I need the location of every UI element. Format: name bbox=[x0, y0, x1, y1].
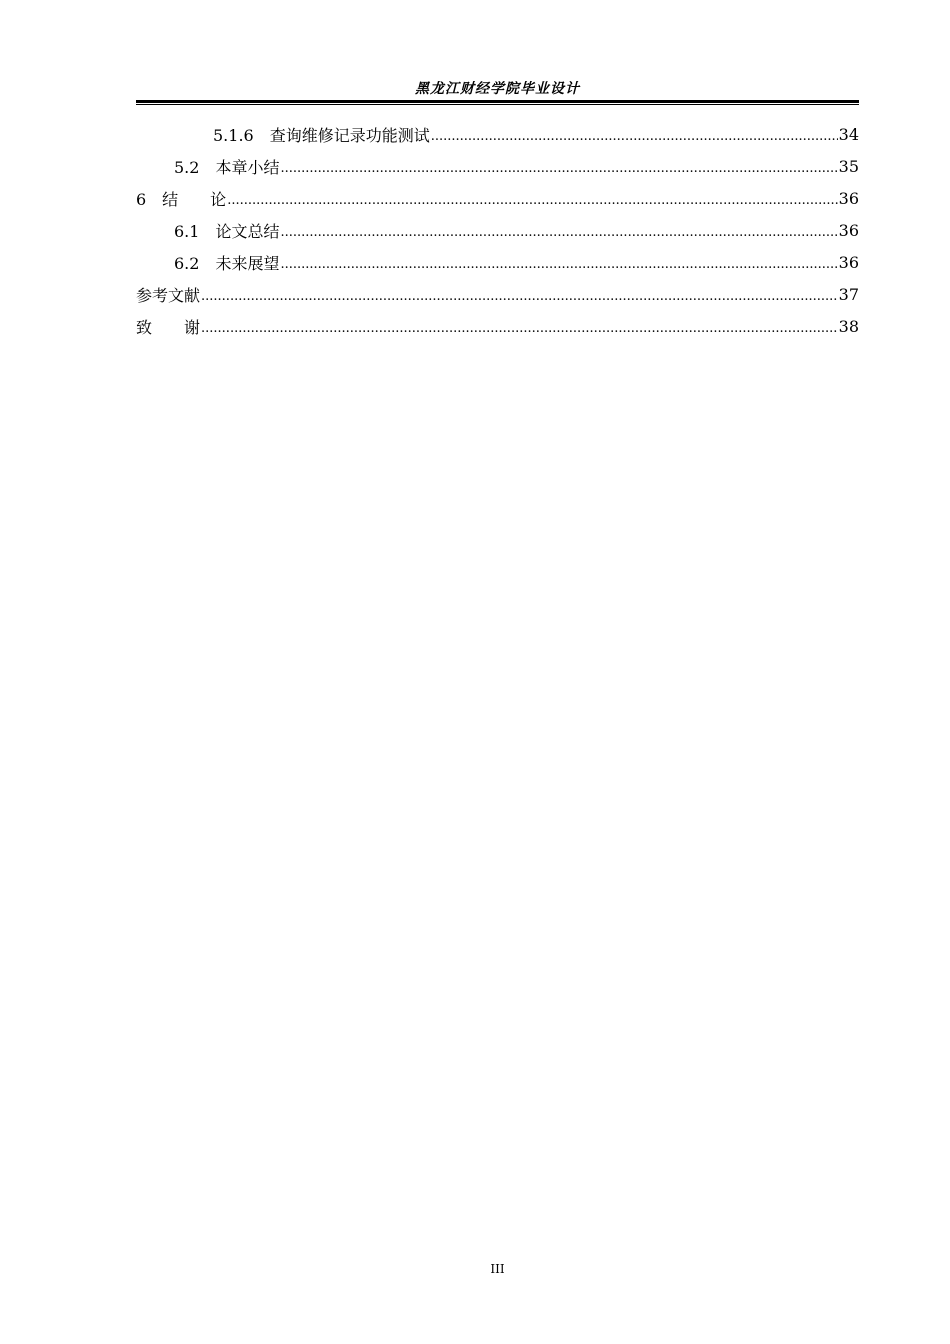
toc-entry-label: 6.2 未来展望 bbox=[174, 253, 280, 273]
page-number: III bbox=[490, 1262, 505, 1276]
toc-entry-label: 5.1.6 查询维修记录功能测试 bbox=[213, 125, 430, 145]
toc-entry-label: 参考文献 bbox=[136, 285, 201, 305]
toc-entry-page: 34 bbox=[838, 124, 859, 144]
running-header: 黑龙江财经学院毕业设计 bbox=[415, 81, 580, 97]
toc-leader-dots bbox=[227, 193, 837, 208]
toc-entry-page: 36 bbox=[838, 252, 859, 272]
toc-entry[interactable] bbox=[136, 182, 859, 214]
toc-entry-page: 38 bbox=[838, 316, 859, 336]
toc-leader-dots bbox=[431, 129, 838, 144]
toc-entry[interactable] bbox=[136, 278, 859, 310]
toc-entry-label: 6 结 论 bbox=[136, 189, 227, 209]
toc-entry[interactable] bbox=[136, 246, 859, 278]
toc-leader-dots bbox=[280, 225, 837, 240]
toc-entry[interactable] bbox=[136, 310, 859, 342]
toc-leader-dots bbox=[201, 321, 838, 336]
toc-entry-label: 5.2 本章小结 bbox=[174, 157, 280, 177]
toc-entry-page: 36 bbox=[838, 220, 859, 240]
toc-leader-dots bbox=[280, 161, 837, 176]
toc-leader-dots bbox=[201, 289, 838, 304]
header-rule-thin bbox=[136, 104, 859, 105]
table-of-contents bbox=[136, 118, 859, 342]
toc-entry-label: 6.1 论文总结 bbox=[174, 221, 280, 241]
toc-entry-page: 35 bbox=[838, 156, 859, 176]
toc-entry[interactable] bbox=[136, 118, 859, 150]
toc-entry-label: 致 谢 bbox=[136, 317, 201, 337]
toc-leader-dots bbox=[280, 257, 837, 272]
toc-entry[interactable] bbox=[136, 214, 859, 246]
header-rule-thick bbox=[136, 100, 859, 103]
toc-entry-page: 36 bbox=[838, 188, 859, 208]
toc-entry-page: 37 bbox=[838, 284, 859, 304]
toc-entry[interactable] bbox=[136, 150, 859, 182]
